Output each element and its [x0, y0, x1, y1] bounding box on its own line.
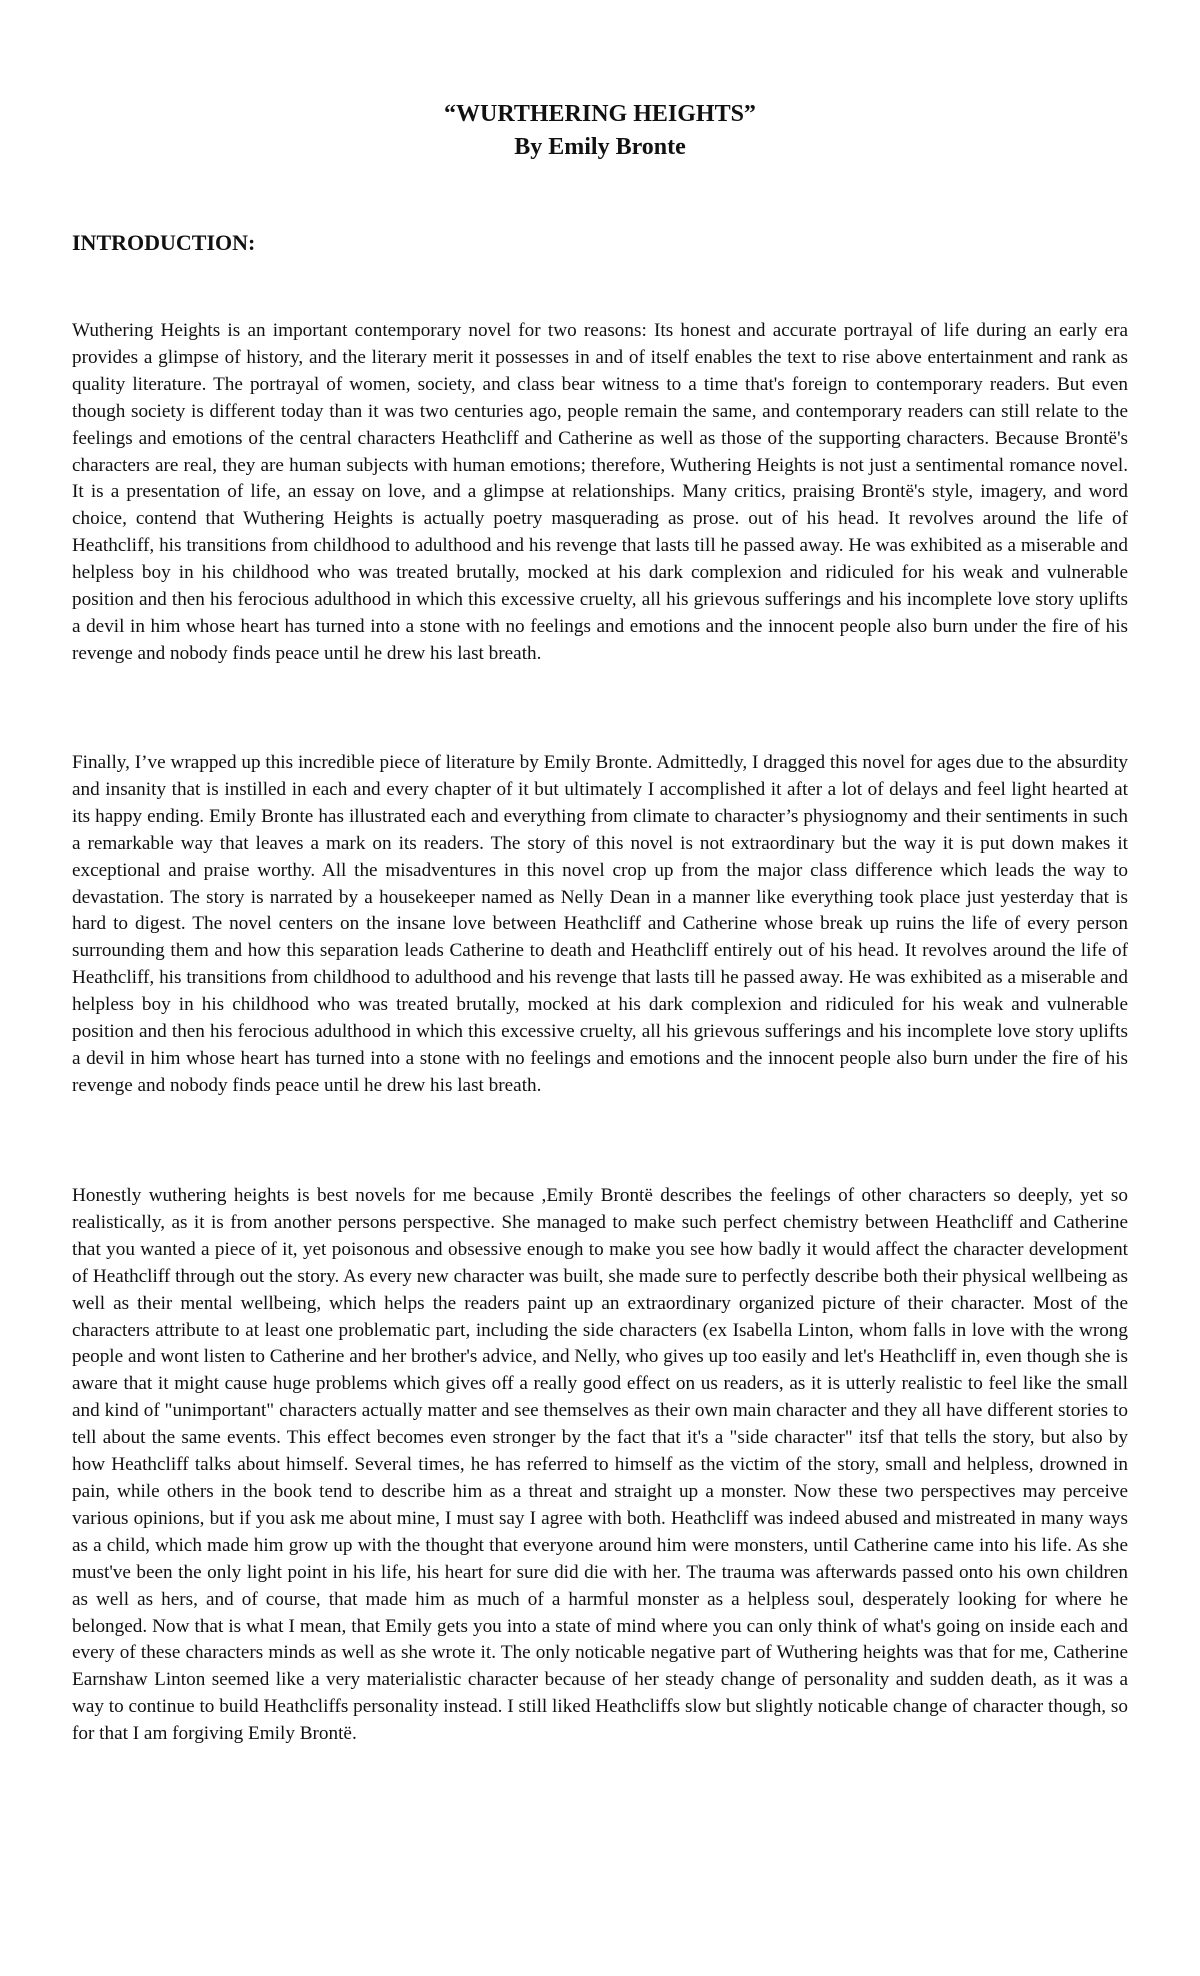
paragraph-3: Honestly wuthering heights is best novels for me because ,Emily Brontë describes the feelings of other characters so deeply, yet so realistically, as it is from another persons perspective. She managed to make such perfect chemistry between Heathcliff and Catherine that you wanted a piece of it, yet poisonous and obsessive enough to make you see how badly it would affect the character development of Heathcliff through out the story. As every new character was built, she made sure to perfectly describe both their physical wellbeing as well as their mental wellbeing, which helps the readers paint up an extraordinary organized picture of their character. Most of the characters attribute to at least one problematic part, including the side characters (ex Isabella Linton, whom falls in love with the wrong people and wont listen to Catherine and her brother's advice, and Nelly, who gives up too easily and let's Heathcliff in, even though she is aware that it might cause huge problems which gives off a really good effect on us readers, as it is utterly realistic to feel like the small and kind of "unimportant" characters actually matter and see themselves as their own main character and they all have different stories to tell about the same events. This effect becomes even stronger by the fact that it's a "side character" itsf that tells the story, but also by how Heathcliff talks about himself. Several times, he has referred to himself as the victim of the story, small and helpless, drowned in pain, while others in the book tend to describe him as a threat and straight up a monster. Now these two perspectives may perceive various opinions, but if you ask me about mine, I must say I agree with both. Heathcliff was indeed abused and mistreated in many ways as a child, which made him grow up with the thought that everyone around him were monsters, until Catherine came into his life. As she must've been the only light point in his life, his heart for sure did die with her. The trauma was afterwards passed onto his own children as well as hers, and of course, that made him as much of a harmful monster as a helpless soul, desperately looking for where he belonged. Now that is what I mean, that Emily gets you into a state of mind where you can only think of what's going on inside each and every of these characters minds as well as she wrote it. The only noticable negative part of Wuthering heights was that for me, Catherine Earnshaw Linton seemed like a very materialistic character because of her steady change of personality and sudden death, as it was a way to continue to build Heathcliffs personality instead. I still liked Heathcliffs slow but slightly noticable change of character though, so for that I am forgiving Emily Brontë. [72, 1185, 1128, 1745]
title-block [0, 98, 1200, 164]
document-title: “WURTHERING HEIGHTS” [444, 101, 756, 127]
paragraph-1: Wuthering Heights is an important contemporary novel for two reasons: Its honest and accurate portrayal of life during an early era provides a glimpse of history, and the literary merit it possesses in and of itself enables the text to rise above entertainment and rank as quality literature. The portrayal of women, society, and class bear witness to a time that's foreign to contemporary readers. But even though society is different today than it was two centuries ago, people remain the same, and contemporary readers can still relate to the feelings and emotions of the central characters Heathcliff and Catherine as well as those of the supporting characters. Because Brontë's characters are real, they are human subjects with human emotions; therefore, Wuthering Heights is not just a sentimental romance novel. It is a presentation of life, an essay on love, and a glimpse at relationships. Many critics, praising Brontë's style, imagery, and word choice, contend that Wuthering Heights is actually poetry masquerading as prose. out of his head. It revolves around the life of Heathcliff, his transitions from childhood to adulthood and his revenge that lasts till he passed away. He was exhibited as a miserable and helpless boy in his childhood who was treated brutally, mocked at his dark complexion and ridiculed for his weak and vulnerable position and then his ferocious adulthood in which this excessive cruelty, all his grievous sufferings and his incomplete love story uplifts a devil in him whose heart has turned into a stone with no feelings and emotions and the innocent people also burn under the fire of his revenge and nobody finds peace until he drew his last breath. [72, 320, 1128, 664]
paragraph-2: Finally, I’ve wrapped up this incredible piece of literature by Emily Bronte. Admittedly, I dragged this novel for ages due to the absurdity and insanity that is instilled in each and every chapter of it but ultimately I accomplished it after a lot of delays and feel light hearted at its happy ending. Emily Bronte has illustrated each and everything from climate to character’s physiognomy and their sentiments in such a remarkable way that leaves a mark on its readers. The story of this novel is not extraordinary but the way it is put down makes it exceptional and praise worthy. All the misadventures in this novel crop up from the major class difference which leads the way to devastation. The story is narrated by a housekeeper named as Nelly Dean in a manner like everything took place just yesterday that is hard to digest. The novel centers on the insane love between Heathcliff and Catherine whose break up ruins the life of every person surrounding them and how this separation leads Catherine to death and Heathcliff entirely out of his head. It revolves around the life of Heathcliff, his transitions from childhood to adulthood and his revenge that lasts till he passed away. He was exhibited as a miserable and helpless boy in his childhood who was treated brutally, mocked at his dark complexion and ridiculed for his weak and vulnerable position and then his ferocious adulthood in which this excessive cruelty, all his grievous sufferings and his incomplete love story uplifts a devil in him whose heart has turned into a stone with no feelings and emotions and the innocent people also burn under the fire of his revenge and nobody finds peace until he drew his last breath. [72, 752, 1128, 1096]
section-heading: INTRODUCTION: [72, 230, 256, 255]
document-byline: By Emily Bronte [514, 134, 686, 160]
